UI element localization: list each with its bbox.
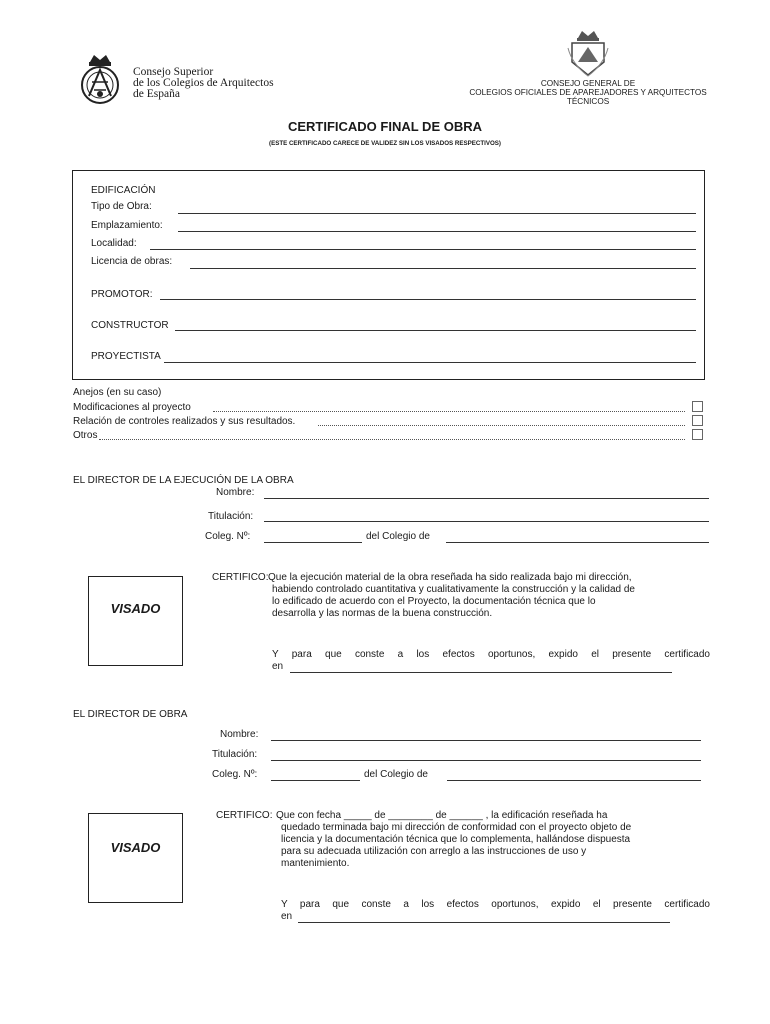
dej-nombre-label: Nombre: — [216, 487, 255, 498]
dej-certifico-label: CERTIFICO: — [212, 572, 269, 583]
csca-logo — [74, 52, 126, 108]
anejo-leader-dots — [318, 425, 685, 426]
do-nombre-field[interactable] — [271, 740, 701, 741]
anejo-leader-dots — [213, 411, 685, 412]
anejo-modificaciones-label: Modificaciones al proyecto — [73, 402, 191, 413]
dej-certifico-line: desarrolla y las normas de la buena construcción. — [272, 608, 493, 619]
document-subtitle: (ESTE CERTIFICADO CARECE DE VALIDEZ SIN LOS VISADOS RESPECTIVOS) — [269, 140, 501, 147]
localidad-field[interactable] — [150, 249, 696, 250]
emplazamiento-field[interactable] — [178, 231, 696, 232]
cgcoaat-name-line: TÉCNICOS — [566, 97, 610, 106]
anejo-otros-label: Otros — [73, 430, 98, 441]
dej-nombre-field[interactable] — [264, 498, 709, 499]
csca-name-line: de España — [133, 88, 180, 100]
localidad-label: Localidad: — [91, 238, 137, 249]
document-title: CERTIFICADO FINAL DE OBRA — [287, 119, 483, 134]
csca-name-line: de los Colegios de Arquitectos — [133, 77, 274, 89]
do-titulacion-field[interactable] — [271, 760, 701, 761]
dej-en-label: en — [272, 661, 284, 672]
do-expido-text: Y para que conste a los efectos oportunos, expido el presente certificado — [281, 899, 710, 910]
dej-certifico-line: habiendo controlado cuantitativa y cualitativamente la construcción y la calidad de — [272, 584, 635, 595]
crown-emblem-icon — [74, 52, 126, 108]
dej-coleg-label: Coleg. Nº: — [205, 531, 251, 542]
anejo-modificaciones-checkbox[interactable] — [692, 401, 703, 412]
visado-box-1 — [88, 576, 183, 666]
proyectista-field[interactable] — [164, 362, 696, 363]
building-data-box — [72, 170, 705, 380]
do-coleg-label: Coleg. Nº: — [212, 769, 258, 780]
csca-name-line: Consejo Superior — [133, 66, 214, 78]
cgcoaat-name — [460, 79, 716, 106]
do-certifico-first-line: Que con fecha _____ de ________ de ______ , la edificación reseñada ha — [276, 810, 608, 821]
do-certifico-label: CERTIFICO: — [216, 810, 273, 821]
director-ejecucion-heading: EL DIRECTOR DE LA EJECUCIÓN DE LA OBRA — [73, 475, 294, 486]
visado-label-1: VISADO — [110, 601, 161, 616]
do-certifico-line: mantenimiento. — [281, 858, 350, 869]
proyectista-label: PROYECTISTA — [91, 351, 161, 362]
do-colegio-label: del Colegio de — [364, 769, 428, 780]
dej-certifico-line: Que la ejecución material de la obra reseñada ha sido realizada bajo mi dirección, — [268, 572, 632, 583]
shield-crown-icon — [566, 28, 610, 78]
do-coleg-field[interactable] — [271, 780, 360, 781]
promotor-field[interactable] — [160, 299, 696, 300]
anejo-otros-checkbox[interactable] — [692, 429, 703, 440]
dej-expido-text: Y para que conste a los efectos oportunos, expido el presente certificado — [272, 649, 710, 660]
do-colegio-field[interactable] — [447, 780, 701, 781]
anejo-controles-checkbox[interactable] — [692, 415, 703, 426]
do-en-field[interactable] — [298, 922, 670, 923]
director-obra-heading: EL DIRECTOR DE OBRA — [73, 709, 188, 720]
dej-titulacion-field[interactable] — [264, 521, 709, 522]
cgcoaat-name-line: COLEGIOS OFICIALES DE APAREJADORES Y ARQUITECTOS — [469, 88, 707, 97]
constructor-field[interactable] — [175, 330, 696, 331]
dej-colegio-field[interactable] — [446, 542, 709, 543]
do-nombre-label: Nombre: — [220, 729, 259, 740]
visado-box-2 — [88, 813, 183, 903]
cgcoaat-logo — [566, 28, 610, 78]
dej-titulacion-label: Titulación: — [208, 511, 254, 522]
csca-name — [133, 67, 274, 100]
anejos-heading: Anejos (en su caso) — [73, 387, 162, 398]
cgcoaat-name-line: CONSEJO GENERAL DE — [540, 79, 636, 88]
tipo-obra-label: Tipo de Obra: — [91, 201, 152, 212]
dej-en-field[interactable] — [290, 672, 672, 673]
licencia-label: Licencia de obras: — [91, 256, 173, 267]
promotor-label: PROMOTOR: — [91, 289, 153, 300]
do-en-label: en — [281, 911, 293, 922]
visado-label-2: VISADO — [110, 840, 161, 855]
do-certifico-line: quedado terminada bajo mi dirección de conformidad con el proyecto objeto de — [281, 822, 632, 833]
emplazamiento-label: Emplazamiento: — [91, 220, 163, 231]
licencia-field[interactable] — [190, 268, 696, 269]
anejo-controles-label: Relación de controles realizados y sus resultados. — [73, 416, 296, 427]
do-certifico-line: para su adecuada utilización con arreglo a las instrucciones de uso y — [281, 846, 587, 857]
building-heading: EDIFICACIÓN — [91, 185, 156, 196]
do-certifico-line: licencia y la documentación técnica que lo complementa, hallándose dispuesta — [281, 834, 631, 845]
do-titulacion-label: Titulación: — [212, 749, 258, 760]
anejo-leader-dots — [99, 439, 685, 440]
dej-coleg-field[interactable] — [264, 542, 362, 543]
dej-certifico-line: lo edificado de acuerdo con el Proyecto, la documentación técnica que lo — [272, 596, 596, 607]
dej-colegio-label: del Colegio de — [366, 531, 430, 542]
constructor-label: CONSTRUCTOR — [91, 320, 169, 331]
tipo-obra-field[interactable] — [178, 213, 696, 214]
